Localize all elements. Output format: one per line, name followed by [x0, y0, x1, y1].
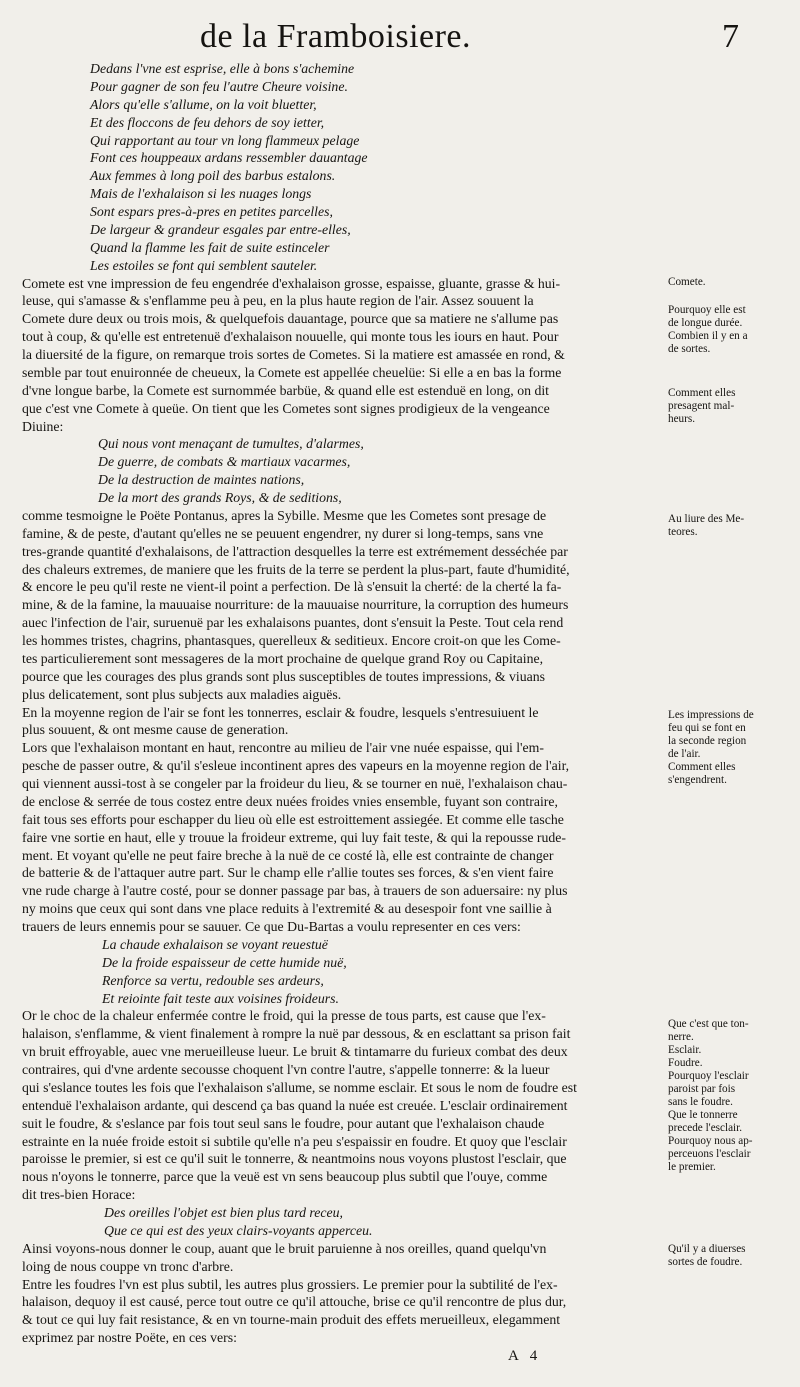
text-line: la seconde region [668, 735, 747, 747]
page-number: 7 [722, 18, 739, 55]
text-line: de longue durée. [668, 317, 743, 329]
text-line: Comete est vne impression de feu engendrée d'exhalaison grosse, espaisse, gluante, grasse & hui- [22, 275, 561, 291]
text-line: Diuine: [22, 418, 64, 434]
text-line: auec l'infection de l'air, suruenuë par les exhalaisons puantes, dont s'ensuit la Peste. Tout cela rend [22, 615, 564, 631]
text-line: Que c'est que ton- [668, 1018, 749, 1030]
text-line: Comete dure deux ou trois mois, & quelquefois dauantage, pource que sa matiere ne s'allume pas [22, 311, 559, 327]
text-line: comme tesmoigne le Poëte Pontanus, apres la Sybille. Mesme que les Cometes sont presage de [22, 507, 547, 523]
text-line: mine, & de la famine, la mauuaise nourriture: de la mauuaise nourriture, la corruption des humeurs [22, 597, 569, 613]
text-line: de batterie & de l'attaquer autre part. Sur le champ elle r'allie toutes ses forces, & s'en vient faire [22, 865, 554, 881]
text-line: De la froide espaisseur de cette humide nuë, [102, 954, 347, 970]
text-line: De la mort des grands Roys, & de seditions, [98, 490, 342, 505]
text-line: nerre. [668, 1031, 694, 1043]
text-line: Or le choc de la chaleur enfermée contre le froid, qui la presse de tous parts, est cause que l'ex- [22, 1008, 546, 1024]
text-line: suit le foudre, & s'eslance par fois tout seul sans le foudre, pour autant que l'exhalaison chaude [22, 1115, 545, 1131]
text-line: Lors que l'exhalaison montant en haut, rencontre au milieu de l'air vne nuée espaisse, qui l'em- [22, 740, 544, 756]
text-line: Comment elles [668, 761, 736, 773]
margin-note-liure [668, 513, 796, 539]
text-line: entenduë l'exhalaison ardante, qui descend ça bas quand la nuée est creuée. L'esclair ordinairement [22, 1097, 568, 1113]
text-line: semble par tout enuironnée de cheueux, la Comete est appellée cheuelüe: Si elle a en bas la forme [22, 364, 562, 380]
margin-note-comete [668, 276, 796, 289]
text-line: De la destruction de maintes nations, [98, 472, 305, 488]
margin-note-tonnerre [668, 1018, 796, 1174]
text-line: Pourquoy elle est [668, 304, 746, 316]
text-line: Les estoiles se font qui semblent sauteler. [90, 257, 318, 273]
text-line: Comment elles [668, 387, 736, 399]
text-line: paroisse le premier, si est ce qu'il suit le tonnerre, & neantmoins nous voyons plustost l'esclair, que [22, 1151, 567, 1167]
text-line: paroist par fois [668, 1083, 736, 1095]
paragraph-coup [22, 1240, 662, 1276]
text-line: Ainsi voyons-nous donner le coup, auant que le bruit paruienne à nos oreilles, quand quelqu'vn [22, 1240, 547, 1256]
text-line: halaison, dequoy il est causé, perce tout outre ce qu'il attouche, brise ce qu'il rencontre de plus dur, [22, 1294, 567, 1310]
text-line: Font ces houppeaux ardans ressembler dauantage [90, 150, 368, 166]
margin-note-impressions [668, 709, 796, 787]
text-line: Mais de l'exhalaison si les nuages longs [90, 186, 312, 202]
text-line: Alors qu'elle s'allume, on la voit bluetter, [90, 96, 317, 112]
text-line: leuse, qui s'amasse & s'enflamme peu à peu, en la plus haute region de l'air. Assez souuent la [22, 293, 534, 309]
text-line: Comete. [668, 276, 706, 288]
signature-mark: A 4 [508, 1348, 542, 1364]
margin-note-foudre [668, 1243, 796, 1269]
paragraph-cometes [22, 275, 662, 436]
text-line: Pour gagner de son feu l'autre Cheure voisine. [90, 78, 348, 94]
text-line: estrainte en la nuée froide estoit si subtile qu'elle n'a peu s'espaissir en foudre. Et quoy que l'esclair [22, 1133, 567, 1149]
verse-block-1 [22, 60, 730, 275]
text-line: qui viennent aussi-tost à se congeler par la froideur du lieu, & se tourner en nuë, l'exhalaison chau- [22, 776, 568, 791]
text-line: Que ce qui est des yeux clairs-voyants apperceu. [104, 1222, 373, 1238]
text-line: Des oreilles l'objet est bien plus tard receu, [104, 1205, 343, 1220]
text-line: En la moyenne region de l'air se font les tonnerres, esclair & foudre, lesquels s'entresuiuent le [22, 704, 539, 720]
text-line: precede l'esclair. [668, 1122, 743, 1134]
text-line: Dedans l'vne est esprise, elle à bons s'achemine [90, 61, 355, 76]
paragraph-moyenne-region [22, 704, 662, 740]
text-line: le premier. [668, 1161, 716, 1173]
text-line: plus delicatement, sont plus subjects aux maladies aiguës. [22, 686, 342, 702]
text-line: heurs. [668, 413, 696, 425]
text-line: perceuons l'esclair [668, 1148, 751, 1160]
verse-block-4 [22, 1204, 744, 1240]
paragraph-tonnerre [22, 1007, 662, 1204]
text-line: tres-grande quantité d'exhalaisons, de l'attraction desquelles la terre est extrémement desséchée par [22, 543, 568, 559]
text-line: vn bruit effroyable, auec vne merueilleuse lueur. Le bruit & tintamarre du furieux combat des deux [22, 1044, 568, 1060]
paragraph-presages [22, 507, 662, 704]
text-line: nous n'oyons le tonnerre, parce que la veuë est vn sens beaucoup plus subtil que l'ouye, comme [22, 1169, 548, 1185]
text-line: de l'air. [668, 748, 701, 760]
text-line: Combien il y en a [668, 330, 748, 342]
text-line: sans le foudre. [668, 1096, 733, 1108]
text-line: dit tres-bien Horace: [22, 1187, 136, 1203]
text-line: plus souuent, & ont mesme cause de generation. [22, 722, 289, 738]
text-line: de sortes. [668, 343, 711, 355]
text-line: La chaude exhalaison se voyant reuestuë [102, 936, 328, 952]
paragraph-foudres [22, 1276, 662, 1348]
text-line: Esclair. [668, 1044, 702, 1056]
text-line: Renforce sa vertu, redouble ses ardeurs, [102, 972, 324, 988]
text-line: Sont espars pres-à-pres en petites parcelles, [90, 204, 333, 219]
text-line: & encore le peu qu'il reste ne vient-il point a perfection. De là s'ensuit la cherté: de la cherté la fa- [22, 579, 562, 595]
text-line: Et reiointe fait teste aux voisines froideurs. [102, 990, 339, 1006]
text-line: d'vne longue barbe, la Comete est surnommée barbüe, & quand elle est estenduë en long, on dit [22, 382, 550, 398]
text-line: Aux femmes à long poil des barbus estalons. [90, 168, 336, 184]
text-line: tout à coup, & qu'elle est entretenuë d'exhalaison nouuelle, qui monte tous les iours en haut. Pour [22, 329, 559, 345]
text-line: presagent mal- [668, 400, 735, 412]
text-line: contraires, qui d'vne ardente secousse choquent l'vn contre l'autre, s'appelle tonnerre: & la lueur [22, 1062, 550, 1077]
text-line: Qu'il y a diuerses [668, 1243, 746, 1255]
text-line: faire vne sortie en haut, elle y trouue la froideur extreme, qui luy fait teste, & qui la repousse rude- [22, 829, 567, 845]
text-line: les hommes tristes, chagrins, phantasques, querelleux & seditieux. Encore croit-on que les Come- [22, 633, 561, 648]
text-line: Qui nous vont menaçant de tumultes, d'alarmes, [98, 436, 364, 452]
text-line: Au liure des Me- [668, 513, 745, 525]
text-line: exprimez par nostre Poëte, en ces vers: [22, 1330, 237, 1346]
text-line: Quand la flamme les fait de suite estinceler [90, 239, 330, 255]
text-line: pesche de passer outre, & qu'il s'esleue incontinent apres des vapeurs en la moyenne region de l'air, [22, 758, 570, 774]
margin-note-presages [668, 387, 796, 426]
text-line: pource que les courages des plus grands sont plus susceptibles de toutes impressions, & viuans [22, 668, 546, 684]
text-line: famine, & de peste, d'autant qu'elles ne se peuuent engendrer, ny durer si long-temps, sans vne [22, 525, 544, 541]
text-line: loing de nous couppe vn tronc d'arbre. [22, 1258, 234, 1274]
text-line: de enclose & serrée de tous costez entre deux nuées froides vnies ensemble, fuyant son contraire, [22, 793, 558, 809]
text-line: De guerre, de combats & martiaux vacarmes, [98, 454, 351, 470]
text-line: tes particulierement sont messageres de la mort prochaine de quelque grand Roy ou Capitaine, [22, 650, 544, 666]
text-line: feu qui se font en [668, 722, 746, 734]
running-title: de la Framboisiere. [200, 18, 472, 55]
text-line: la diuersité de la figure, on remarque trois sortes de Cometes. Si la matiere est amassée en rond, & [22, 347, 565, 362]
text-line: Et des floccons de feu dehors de soy ietter, [90, 114, 325, 130]
text-line: Entre les foudres l'vn est plus subtil, les autres plus grossiers. Le premier pour la subtilité de l'ex- [22, 1276, 558, 1292]
text-line: ment. Et voyant qu'elle ne peut faire breche à la nuë de ce costé là, elle est contrainte de changer [22, 847, 554, 863]
text-line: Que le tonnerre [668, 1109, 738, 1121]
text-line: Pourquoy nous ap- [668, 1135, 753, 1147]
verse-block-2 [22, 435, 738, 507]
text-line: Qui rapportant au tour vn long flammeux pelage [90, 132, 360, 148]
text-line: Foudre. [668, 1057, 703, 1069]
paragraph-exhalaison [22, 739, 662, 936]
margin-note-duree [668, 304, 796, 356]
text-line: s'engendrent. [668, 774, 727, 786]
text-line: De largeur & grandeur esgales par entre-elles, [90, 221, 351, 237]
text-line: halaison, s'enflamme, & vient finalement à rompre la nuë par dessous, & en esclattant sa prison fait [22, 1026, 571, 1042]
text-line: que c'est vne Comete à queüe. On tient que les Cometes sont signes prodigieux de la vengeance [22, 400, 550, 416]
text-line: teores. [668, 526, 698, 538]
text-line: qui s'eslance toutes les fois que l'exhalaison s'allume, se nomme esclair. Et sous le nom de foudre est [22, 1079, 577, 1095]
text-line: des chaleurs extremes, de maniere que les fruits de la terre se perdent la plus-part, faute d'humidité, [22, 561, 570, 577]
verse-block-3 [22, 936, 742, 1008]
text-line: Pourquoy l'esclair [668, 1070, 749, 1082]
text-line: sortes de foudre. [668, 1256, 743, 1268]
text-line: fait tous ses efforts pour eschapper du lieu où elle est estroittement assiegée. Et comme elle tasche [22, 811, 564, 827]
text-line: & tout ce qui luy fait resistance, & en vn tourne-main produit des effets merueilleux, elegamment [22, 1312, 561, 1328]
text-line: trauers de leurs ennemis pour se sauuer. Ce que Du-Bartas a voulu representer en ces vers: [22, 919, 521, 934]
text-line: vne rude charge à l'autre costé, pour se donner passage par bas, à trauers de son aduersaire: ny plus [22, 883, 568, 899]
text-line: ny moins que ceux qui sont dans vne place reduits à l'extremité & au desespoir font vne saillie à [22, 901, 552, 917]
text-line: Les impressions de [668, 709, 754, 721]
